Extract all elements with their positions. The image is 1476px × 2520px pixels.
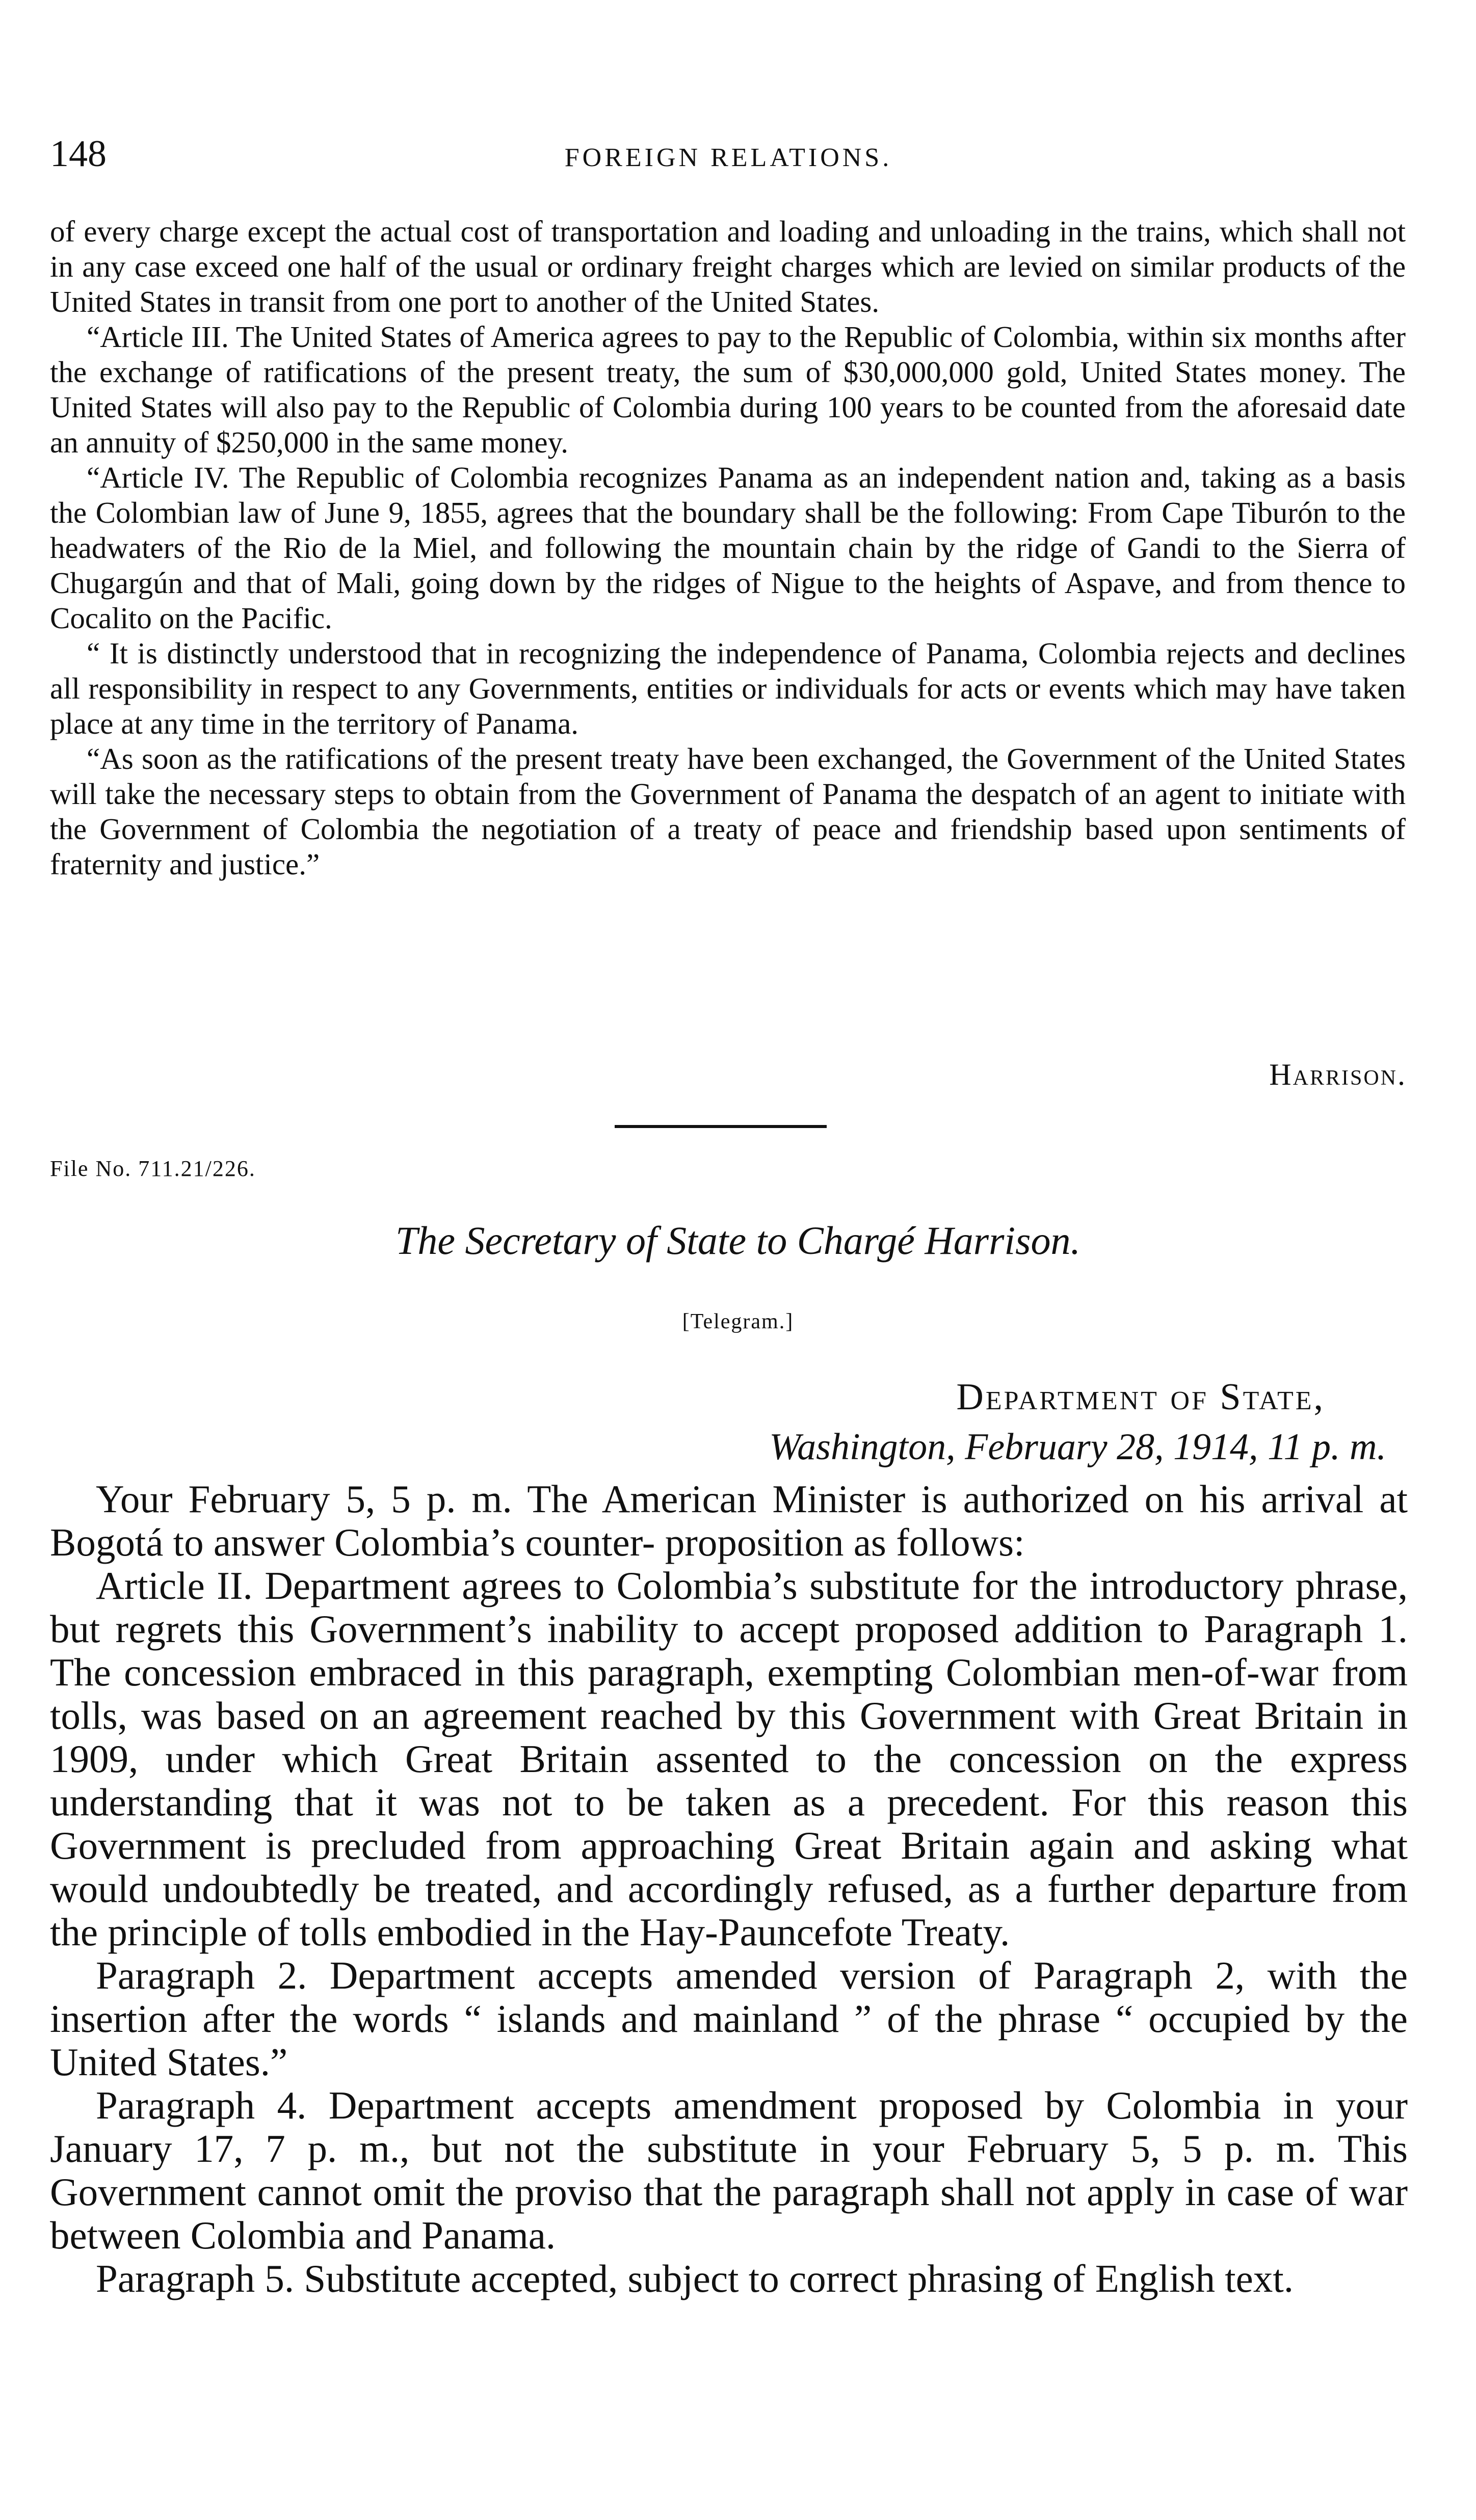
telegram-paragraph-2: Paragraph 2. Department accepts amended version of Paragraph 2, with the insertion after the words “ islands and mainland ” of the phrase “ occupied by the United States.” — [50, 1953, 1408, 2084]
page-number: 148 — [50, 133, 107, 175]
treaty-paragraph-article-3: “Article III. The United States of America agrees to pay to the Republic of Colombia, within six months after the exchange of ratifications of the present treaty, the sum of $30,000,000 gold, United States money. The United States will also pay to the Republic of Colombia during 100 years to be counted from the aforesaid date an annuity of $250,000 in the same money. — [50, 320, 1406, 459]
telegram-paragraph-article-2: Article II. Department agrees to Colombia’s substitute for the introductory phrase, but regrets this Government’s inability to accept proposed addition to Paragraph 1. The concession embraced in this paragraph, exempting Colombian men-of-war from tolls, was based on an agreement reached by this Government with Great Britain in 1909, under which Great Britain assented to the concession on the express understanding that it was not to be taken as a precedent. For this reason this Government is precluded from approaching Great Britain again and asking what would undoubtedly be treated, and accordingly refused, as a further departure from the principle of tolls embodied in the Hay-Pauncefote Treaty. — [50, 1564, 1408, 1954]
treaty-paragraph-independence: “ It is distinctly understood that in recognizing the independence of Panama, Colombia rejects and declines all responsibility in respect to any Governments, entities or individuals for acts or events which may have taken place at any time in the territory of Panama. — [50, 636, 1406, 740]
department-line: Department of State, — [956, 1376, 1325, 1418]
section-divider — [615, 1125, 827, 1128]
dateline: Washington, February 28, 1914, 11 p. m. — [769, 1426, 1386, 1468]
telegram-body — [50, 1478, 1408, 2300]
running-title: FOREIGN RELATIONS. — [564, 143, 892, 172]
treaty-paragraph-ratifications: “As soon as the ratifications of the present treaty have been exchanged, the Government of the United States will take the necessary steps to obtain from the Government of Panama the despatch of an agent to initiate with the Government of Colombia the negotiation of a treaty of peace and friendship based upon sentiments of fraternity and justice.” — [50, 742, 1406, 881]
document-heading: The Secretary of State to Chargé Harrison. — [396, 1218, 1080, 1263]
telegram-paragraph-4: Paragraph 4. Department accepts amendment proposed by Colombia in your January 17, 7 p. m., but not the substitute in your February 5, 5 p. m. This Government cannot omit the proviso that the paragraph shall not apply in case of war between Colombia and Panama. — [50, 2083, 1408, 2257]
signature: Harrison. — [1269, 1058, 1407, 1091]
treaty-paragraph-article-4: “Article IV. The Republic of Colombia recognizes Panama as an independent nation and, taking as a basis the Colombian law of June 9, 1855, agrees that the boundary shall be the following: From Cape Tiburón to the headwaters of the Rio de la Miel, and following the mountain chain by the ridge of Gandi to the Sierra of Chugargún and that of Mali, going down by the ridges of Nigue to the heights of Aspave, and from thence to Cocalito on the Pacific. — [50, 461, 1406, 635]
treaty-paragraph-continuation: of every charge except the actual cost of transportation and loading and unloading in the trains, which shall not in any case exceed one half of the usual or ordinary freight charges which are levied on similar products of the United States in transit from one port to another of the United States. — [50, 215, 1406, 318]
telegram-paragraph-intro: Your February 5, 5 p. m. The American Minister is authorized on his arrival at Bogotá to answer Colombia’s counter- proposition as follows: — [50, 1477, 1408, 1564]
treaty-text — [50, 214, 1406, 882]
file-number: File No. 711.21/226. — [50, 1156, 256, 1181]
telegram-paragraph-5: Paragraph 5. Substitute accepted, subject to correct phrasing of English text. — [96, 2257, 1294, 2300]
telegram-label: [Telegram.] — [682, 1310, 794, 1333]
running-header — [50, 127, 1407, 183]
